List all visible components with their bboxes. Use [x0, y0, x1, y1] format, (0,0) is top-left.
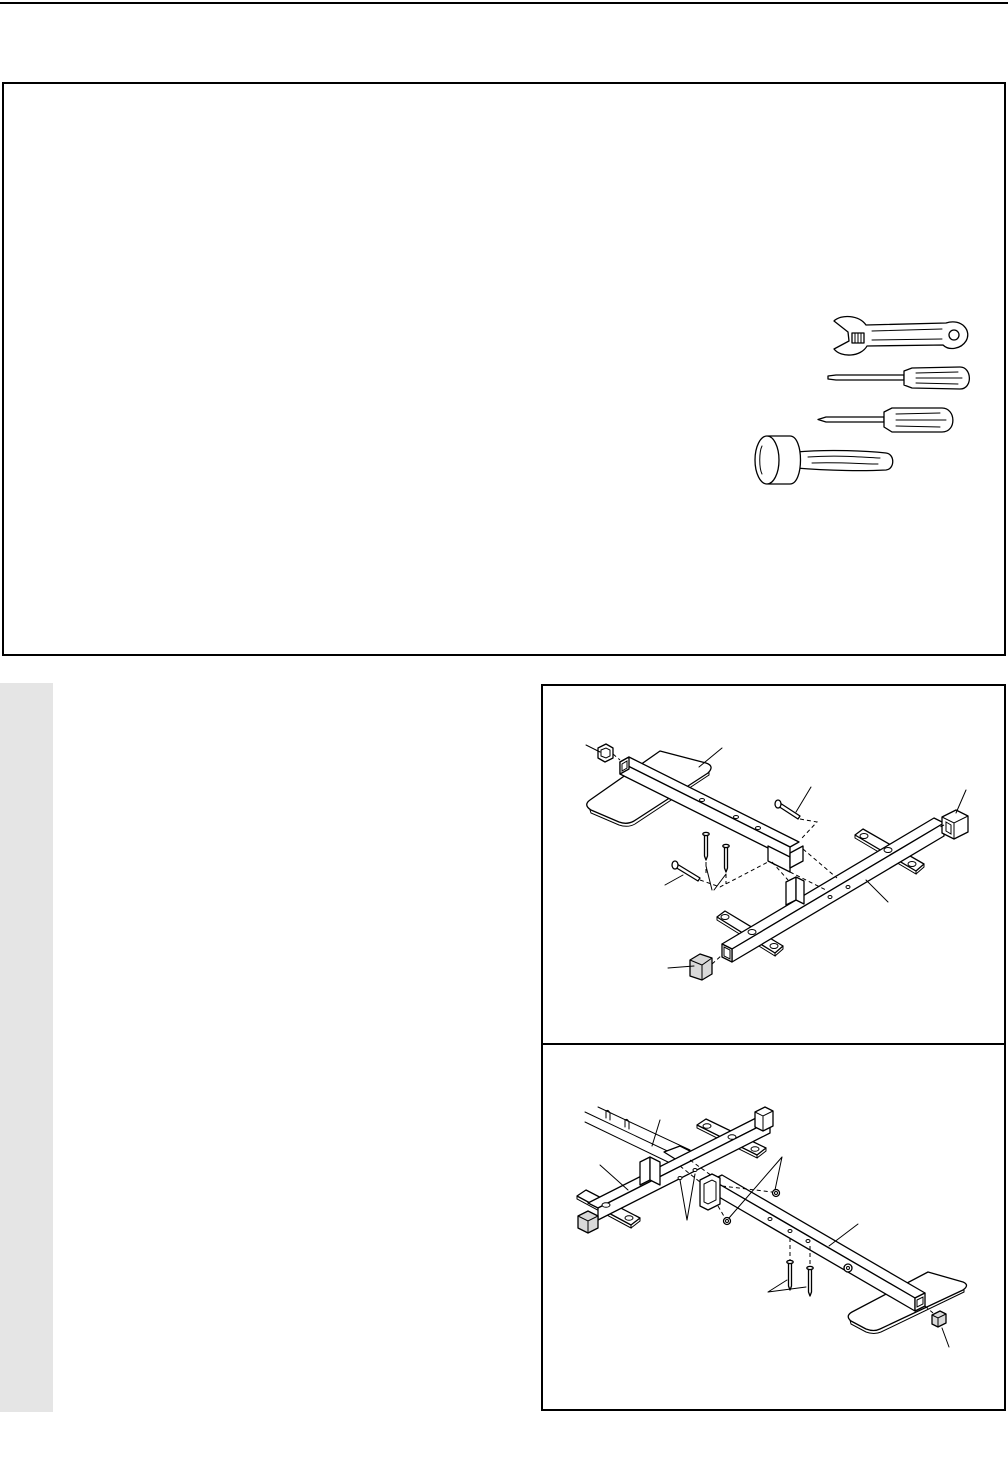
- leader-line: [680, 1174, 695, 1220]
- tube-hole: [788, 1230, 792, 1233]
- adjustment-knob: [844, 1264, 852, 1272]
- leader-line: [665, 875, 683, 885]
- end-cap-left: [690, 954, 712, 980]
- leader-line: [866, 880, 888, 902]
- tube-hole: [700, 799, 705, 802]
- vertical-screws: [703, 832, 729, 872]
- plate-hole: [625, 1216, 633, 1221]
- plate-hole: [884, 848, 892, 853]
- leader-line: [829, 1224, 858, 1246]
- nut: [773, 1190, 780, 1197]
- tube-hole: [846, 886, 850, 889]
- tube-hole: [828, 896, 832, 899]
- bolt-shaft: [675, 864, 700, 881]
- tools-box: [2, 82, 1006, 656]
- nut: [724, 1218, 731, 1225]
- rubber-mallet-icon: [755, 436, 893, 484]
- tube-hole: [768, 1218, 772, 1221]
- plate-hole: [751, 1147, 759, 1152]
- plate-hole: [703, 1124, 711, 1129]
- end-cap-right: [755, 1107, 773, 1131]
- screw-head: [723, 844, 729, 847]
- dashed-guide-line: [800, 819, 817, 838]
- main-tube: [700, 1174, 925, 1311]
- figure-1-drawing: [543, 686, 1004, 1043]
- end-cap-tube: [932, 1311, 946, 1327]
- leader-line: [706, 866, 726, 890]
- main-tube-end-bracket: [700, 1174, 720, 1210]
- crossbar-bracket-tab: [640, 1157, 650, 1185]
- partial-rear-tube: [585, 1107, 696, 1162]
- tube-hole: [693, 1169, 697, 1172]
- assembly-figure-1: [541, 684, 1006, 1045]
- plate-hole: [860, 834, 868, 839]
- top-rule: [0, 2, 1008, 4]
- leader-line: [796, 787, 811, 812]
- screw-head: [807, 1266, 813, 1269]
- bolt-head: [672, 861, 678, 869]
- leader-line: [600, 1165, 628, 1190]
- plate-hole: [770, 944, 778, 949]
- tools-illustration: [740, 310, 980, 490]
- plate-hole: [748, 930, 756, 935]
- phillips-screwdriver-icon: [818, 408, 953, 432]
- tube-hole: [678, 1177, 682, 1180]
- crossbar-bracket-tab: [786, 877, 796, 905]
- plate-hole: [908, 862, 916, 867]
- dashed-guide-line: [718, 1206, 725, 1218]
- dashed-guide-line: [712, 955, 722, 964]
- rear-tube-bracket-tab: [790, 846, 803, 868]
- dashed-guide-line: [803, 849, 837, 878]
- flat-head-screwdriver-icon: [828, 367, 969, 389]
- leader-line: [699, 748, 722, 767]
- tube-hole: [734, 816, 739, 819]
- dashed-guide-line: [613, 754, 620, 760]
- figure-2-drawing: [543, 1045, 1004, 1409]
- screw: [789, 1263, 792, 1290]
- wrench-hang-hole: [949, 330, 959, 340]
- leader-line: [768, 1280, 806, 1292]
- screw-head: [703, 832, 709, 835]
- rear-tube: [620, 757, 803, 872]
- crossbar-bracket-tab: [650, 1157, 660, 1185]
- tube-hole: [756, 827, 761, 830]
- front-crossbar: [578, 1107, 773, 1233]
- crossbar-bracket-tab: [796, 877, 804, 904]
- screw: [809, 1269, 812, 1296]
- flat-screwdriver-shaft: [828, 375, 904, 380]
- plate-hole: [728, 1135, 736, 1140]
- step-sidebar: [0, 683, 53, 1412]
- end-cap-small: [932, 1311, 946, 1327]
- vertical-screws: [787, 1260, 813, 1296]
- tube-hole: [806, 1240, 810, 1243]
- screw: [705, 835, 708, 860]
- main-tube-side-face: [712, 1180, 915, 1311]
- bolt-head: [775, 800, 781, 808]
- main-tube-top-face: [712, 1175, 925, 1298]
- screw-head: [787, 1260, 793, 1263]
- plate-hole: [721, 915, 729, 920]
- phillips-screwdriver-shaft: [818, 417, 884, 422]
- plate-hole: [602, 1203, 610, 1208]
- assembly-figure-2: [541, 1043, 1006, 1411]
- mallet-handle: [796, 450, 893, 470]
- leader-line: [942, 1328, 949, 1347]
- dashed-guide-line: [706, 862, 726, 884]
- mallet-striking-face: [755, 436, 779, 484]
- screw: [725, 847, 728, 872]
- end-cap-top: [598, 744, 613, 762]
- leader-line: [956, 790, 966, 813]
- adjustable-wrench-icon: [834, 316, 968, 355]
